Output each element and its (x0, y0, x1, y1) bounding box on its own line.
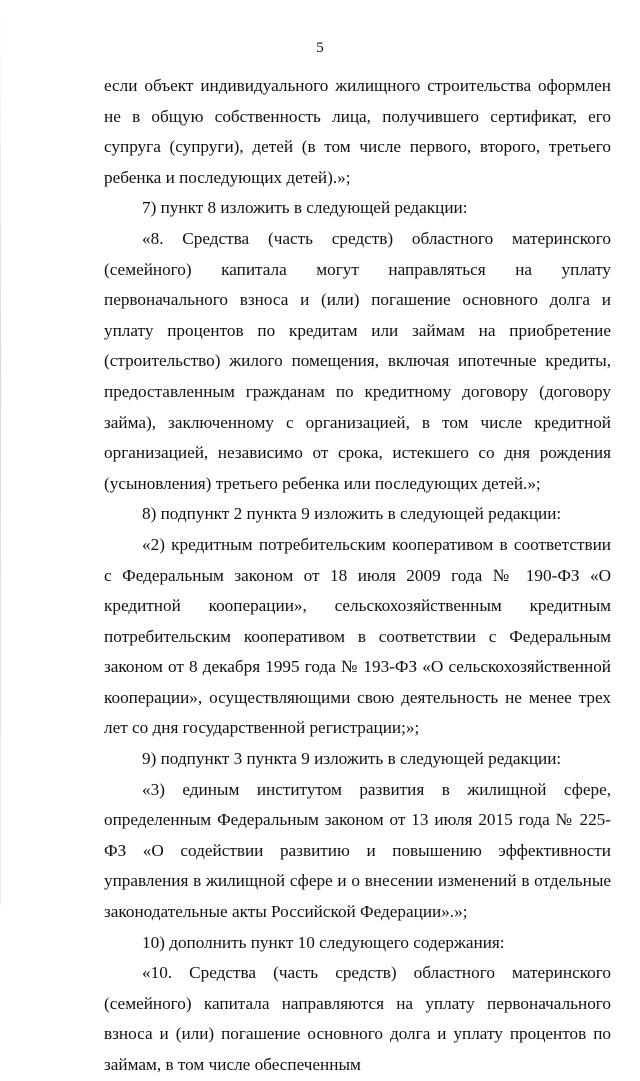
paragraph-clause-8: «8. Средства (часть средств) областного материнского (семейного) капитала могут направляться на уплату первоначального взноса и (или) погашение основного долга и уплату процентов по кредитам или займам на приобретение (строительство) жилого помещения, включая ипотечные кредиты, предоставленным гражданам по кредитному договору (договору займа), заключенному с организацией, в том числе кредитной организацией, независимо от срока, истекшего со дня рождения (усыновления) третьего ребенка или последующих детей.»; (104, 228, 611, 493)
paragraph-clause-10: «10. Средства (часть средств) областного материнского (семейного) капитала направляются на уплату первоначального взноса и (или) погашение основного долга и уплату процентов по займам, в том числе обеспеченным (104, 963, 611, 1074)
paragraph-item-8: 8) подпункт 2 пункта 9 изложить в следующей редакции: (142, 504, 562, 524)
paragraph-subclause-2: «2) кредитным потребительским кооперативом в соответствии с Федеральным законом от 18 июля 2009 года № 190-ФЗ «О кредитной кооперации», сельскохозяйственным кредитным потребительским кооперативом в соответствии с Федеральным законом от 8 декабря 1995 года № 193-ФЗ «О сельскохозяйственной кооперации», осуществляющими свою деятельность не менее трех лет со дня государственной регистрации;»; (104, 534, 611, 738)
paragraph-subclause-3: «3) единым институтом развития в жилищной сфере, определенным Федеральным законом от 13 июля 2015 года № 225-ФЗ «О содействии развитию и повышению эффективности управления в жилищной сфере и о внесении изменений в отдельные законодательные акты Российской Федерации».»; (104, 779, 611, 922)
paragraph-continuation: если объект индивидуального жилищного строительства оформлен не в общую собственность лица, получившего сертификат, его супруга (супруги), детей (в том числе первого, второго, третьего ребенка и последующих детей).»; (104, 76, 611, 187)
scan-edge (0, 0, 1, 905)
page-number: 5 (316, 40, 324, 56)
paragraph-item-9: 9) подпункт 3 пункта 9 изложить в следующей редакции: (142, 749, 562, 769)
paragraph-item-10: 10) дополнить пункт 10 следующего содержания: (142, 932, 505, 952)
document-body (104, 71, 611, 1081)
paragraph-item-7: 7) пункт 8 изложить в следующей редакции: (142, 198, 468, 218)
